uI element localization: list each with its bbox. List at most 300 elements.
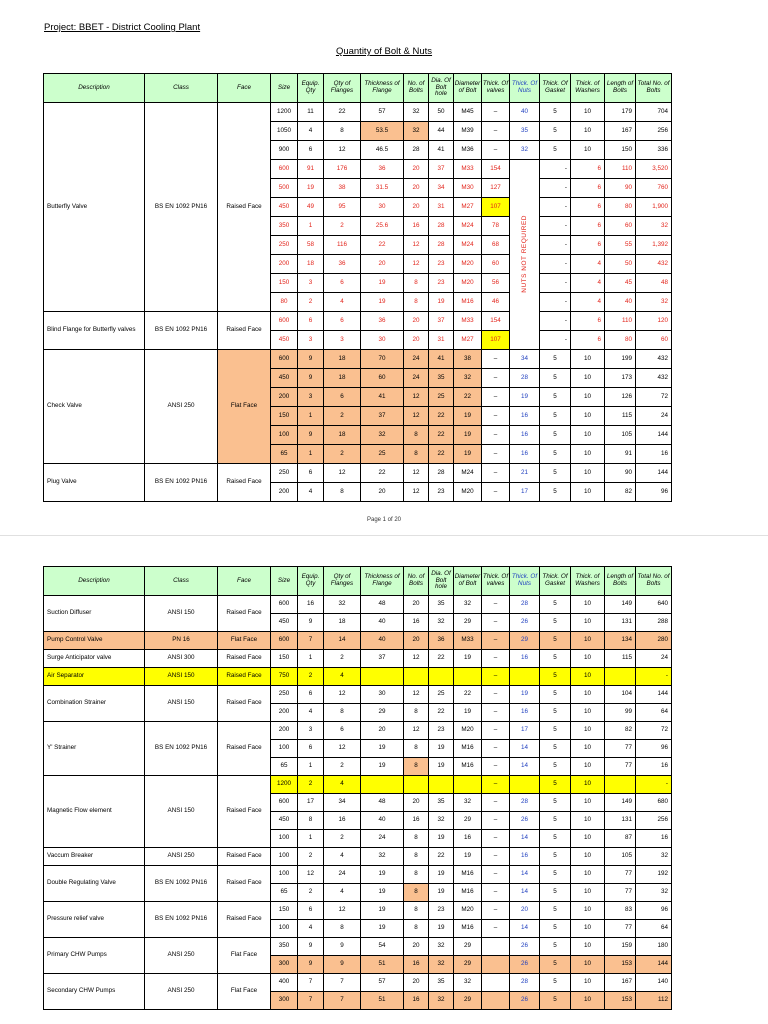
table-cell: 199 — [605, 350, 636, 369]
table-cell: 25 — [429, 388, 454, 407]
column-header: Thick. Of valves — [482, 567, 510, 596]
table-cell: 22 — [454, 388, 482, 407]
table-cell: 12 — [404, 407, 429, 426]
table-cell: 10 — [571, 884, 605, 902]
description-cell: Pump Control Valve — [44, 632, 145, 650]
table-cell: 32 — [429, 812, 454, 830]
column-header: Thick. Of valves — [482, 74, 510, 103]
column-header: No. of Bolts — [404, 74, 429, 103]
table-cell: 5 — [540, 369, 571, 388]
table-cell: 29 — [454, 938, 482, 956]
column-header: Description — [44, 74, 145, 103]
table-cell: 22 — [429, 426, 454, 445]
table-cell: 19 — [429, 920, 454, 938]
table-cell: 20 — [404, 938, 429, 956]
table-cell: 19 — [454, 426, 482, 445]
table-cell: 72 — [636, 722, 672, 740]
face-cell: Raised Face — [218, 103, 271, 312]
table-cell: 80 — [271, 293, 298, 312]
table-cell: 16 — [298, 596, 324, 614]
class-cell: ANSI 150 — [145, 668, 218, 686]
table-cell: – — [482, 103, 510, 122]
table-cell: 14 — [510, 920, 540, 938]
table-cell: 192 — [636, 866, 672, 884]
table-cell: 26 — [510, 992, 540, 1010]
table-cell: 25.6 — [361, 217, 404, 236]
table-cell: 96 — [636, 483, 672, 502]
table-cell: 20 — [510, 902, 540, 920]
table-cell: 28 — [404, 141, 429, 160]
table-cell: M20 — [454, 255, 482, 274]
table-cell: 250 — [271, 236, 298, 255]
table-cell: 288 — [636, 614, 672, 632]
table-cell: – — [482, 632, 510, 650]
table-cell: 10 — [571, 426, 605, 445]
table-cell: 450 — [271, 331, 298, 350]
table-cell: 35 — [429, 596, 454, 614]
class-cell: BS EN 1092 PN16 — [145, 464, 218, 502]
table-cell: 150 — [271, 407, 298, 426]
table-cell: 10 — [571, 407, 605, 426]
table-cell: 31.5 — [361, 179, 404, 198]
table-cell — [510, 668, 540, 686]
description-cell: Blind Flange for Butterfly valves — [44, 312, 145, 350]
face-cell: Raised Face — [218, 668, 271, 686]
column-header: Thick. of Washers — [571, 567, 605, 596]
bolt-table-page1 — [43, 73, 672, 502]
table-cell: 127 — [482, 179, 510, 198]
table-cell: 70 — [361, 350, 404, 369]
column-header: Face — [218, 567, 271, 596]
table-row — [44, 596, 672, 614]
table-cell: 9 — [324, 938, 361, 956]
table-cell: 19 — [510, 686, 540, 704]
table-cell: 29 — [454, 614, 482, 632]
table-cell: 6 — [324, 274, 361, 293]
table-cell: 10 — [571, 686, 605, 704]
table-cell: 51 — [361, 992, 404, 1010]
table-cell: 14 — [510, 740, 540, 758]
table-cell: 48 — [361, 794, 404, 812]
table-cell: 18 — [324, 350, 361, 369]
table-cell: M45 — [454, 103, 482, 122]
table-cell: – — [482, 464, 510, 483]
table-cell: 640 — [636, 596, 672, 614]
table-cell: 16 — [636, 445, 672, 464]
table-cell: 2 — [324, 650, 361, 668]
table-cell: 432 — [636, 369, 672, 388]
column-header: Length of Bolts — [605, 567, 636, 596]
face-cell: Raised Face — [218, 596, 271, 632]
table-cell: M27 — [454, 331, 482, 350]
table-cell: 82 — [605, 722, 636, 740]
table-cell: - — [540, 160, 571, 179]
column-header: Class — [145, 74, 218, 103]
table-header-row — [44, 567, 672, 596]
table-cell: – — [482, 776, 510, 794]
face-cell: Raised Face — [218, 464, 271, 502]
table-cell: 300 — [271, 992, 298, 1010]
table-cell: – — [482, 122, 510, 141]
table-cell: 16 — [404, 217, 429, 236]
table-cell: 77 — [605, 884, 636, 902]
table-cell: 432 — [636, 255, 672, 274]
table-cell: 19 — [429, 758, 454, 776]
table-cell: 1,392 — [636, 236, 672, 255]
table-cell: M16 — [454, 884, 482, 902]
table-cell: 22 — [429, 650, 454, 668]
table-cell — [482, 938, 510, 956]
table-cell: 120 — [636, 312, 672, 331]
table-cell: 1,900 — [636, 198, 672, 217]
table-cell: 58 — [298, 236, 324, 255]
table-cell: 32 — [454, 369, 482, 388]
class-cell: ANSI 300 — [145, 650, 218, 668]
nuts-not-required-label — [510, 160, 540, 350]
table-cell: 4 — [324, 668, 361, 686]
table-cell: 32 — [324, 596, 361, 614]
table-cell — [482, 956, 510, 974]
table-cell: 14 — [510, 758, 540, 776]
table-row — [44, 902, 672, 920]
table-cell: 19 — [429, 830, 454, 848]
table-cell: – — [482, 596, 510, 614]
table-cell: 51 — [361, 956, 404, 974]
table-row — [44, 312, 672, 331]
table-cell: 7 — [298, 974, 324, 992]
table-cell: 250 — [271, 686, 298, 704]
table-cell: 32 — [404, 103, 429, 122]
table-cell: 6 — [324, 388, 361, 407]
table-cell: 4 — [324, 848, 361, 866]
table-cell: 115 — [605, 407, 636, 426]
table-row — [44, 103, 672, 122]
table-cell: 200 — [271, 388, 298, 407]
table-cell: – — [482, 650, 510, 668]
class-cell: BS EN 1092 PN16 — [145, 866, 218, 902]
table-cell: 28 — [510, 974, 540, 992]
table-cell: 600 — [271, 160, 298, 179]
column-header: Thick. Of Nuts — [510, 567, 540, 596]
table-cell: 7 — [324, 992, 361, 1010]
table-cell: – — [482, 812, 510, 830]
table-cell: 23 — [429, 255, 454, 274]
table-cell: 6 — [324, 722, 361, 740]
table-cell: 8 — [404, 274, 429, 293]
table-cell: 2 — [298, 848, 324, 866]
table-cell: 450 — [271, 812, 298, 830]
table-cell: 16 — [510, 704, 540, 722]
table-cell: 180 — [636, 938, 672, 956]
table-cell: 176 — [324, 160, 361, 179]
table-header-row — [44, 74, 672, 103]
table-cell: 22 — [429, 848, 454, 866]
table-cell: 8 — [404, 902, 429, 920]
description-cell: Y' Strainer — [44, 722, 145, 776]
nuts-not-required-text: NUTS NOT REQUIRED — [520, 214, 528, 293]
class-cell: ANSI 150 — [145, 776, 218, 848]
table-cell: 10 — [571, 632, 605, 650]
table-cell: 49 — [298, 198, 324, 217]
table-cell: 91 — [298, 160, 324, 179]
table-cell: - — [636, 668, 672, 686]
table-cell: 48 — [361, 596, 404, 614]
table-cell: 280 — [636, 632, 672, 650]
table-cell: 105 — [605, 426, 636, 445]
column-header: Dia. Of Bolt hole — [429, 74, 454, 103]
table-cell: 57 — [361, 103, 404, 122]
table-cell: 23 — [429, 722, 454, 740]
table-cell: 5 — [540, 848, 571, 866]
table-cell — [454, 668, 482, 686]
table-cell: 107 — [482, 198, 510, 217]
table-cell: 19 — [361, 884, 404, 902]
table-cell: 53.5 — [361, 122, 404, 141]
table-cell: 16 — [404, 812, 429, 830]
table-cell: 50 — [605, 255, 636, 274]
face-cell: Raised Face — [218, 848, 271, 866]
table-cell: 28 — [429, 217, 454, 236]
table-cell: 100 — [271, 920, 298, 938]
table-cell: 25 — [361, 445, 404, 464]
table-cell: – — [482, 704, 510, 722]
description-cell: Check Valve — [44, 350, 145, 464]
table-cell: 6 — [298, 312, 324, 331]
table-cell: 8 — [404, 704, 429, 722]
table-cell: 90 — [605, 179, 636, 198]
table-cell: 1 — [298, 217, 324, 236]
table-cell: 80 — [605, 198, 636, 217]
table-cell: - — [636, 776, 672, 794]
table-cell: 300 — [271, 956, 298, 974]
table-cell: 26 — [510, 614, 540, 632]
column-header: Thick. Of Gasket — [540, 74, 571, 103]
table-cell: 34 — [429, 179, 454, 198]
table-cell: 256 — [636, 122, 672, 141]
table-cell: 82 — [605, 483, 636, 502]
table-cell: 100 — [271, 740, 298, 758]
table-cell: 10 — [571, 388, 605, 407]
table-cell: 131 — [605, 614, 636, 632]
face-cell: Raised Face — [218, 866, 271, 902]
page-number: Page 1 of 20 — [366, 517, 402, 523]
class-cell: ANSI 250 — [145, 938, 218, 974]
table-cell: 8 — [404, 293, 429, 312]
table-cell: 17 — [510, 483, 540, 502]
table-cell: 18 — [298, 255, 324, 274]
table-cell: 8 — [404, 758, 429, 776]
class-cell: ANSI 250 — [145, 848, 218, 866]
table-row — [44, 866, 672, 884]
face-cell: Raised Face — [218, 686, 271, 722]
table-cell: M16 — [454, 740, 482, 758]
table-cell: 19 — [429, 884, 454, 902]
table-cell: 12 — [324, 141, 361, 160]
table-cell: 17 — [298, 794, 324, 812]
face-cell: Raised Face — [218, 312, 271, 350]
table-cell: 26 — [510, 938, 540, 956]
table-cell: 150 — [271, 650, 298, 668]
table-cell: 107 — [482, 331, 510, 350]
table-cell: 10 — [571, 483, 605, 502]
table-cell: 200 — [271, 255, 298, 274]
table-cell: 8 — [324, 704, 361, 722]
table-cell: 9 — [298, 350, 324, 369]
column-header: No. of Bolts — [404, 567, 429, 596]
table-cell: 10 — [571, 103, 605, 122]
table-cell: 12 — [404, 686, 429, 704]
table-cell: 350 — [271, 217, 298, 236]
table-cell: 12 — [324, 740, 361, 758]
table-cell: 10 — [571, 704, 605, 722]
table-cell: 18 — [324, 426, 361, 445]
table-cell: – — [482, 920, 510, 938]
table-cell: 250 — [271, 464, 298, 483]
table-cell: - — [540, 217, 571, 236]
table-cell: 5 — [540, 938, 571, 956]
table-cell: 8 — [404, 866, 429, 884]
table-cell: 256 — [636, 812, 672, 830]
table-cell: 10 — [571, 464, 605, 483]
description-cell: Plug Valve — [44, 464, 145, 502]
table-cell: 600 — [271, 794, 298, 812]
table-cell: 6 — [571, 179, 605, 198]
table-cell: 2 — [324, 407, 361, 426]
table-cell: 36 — [361, 160, 404, 179]
table-cell: 100 — [271, 848, 298, 866]
description-cell: Pressure relief valve — [44, 902, 145, 938]
table-cell: 10 — [571, 668, 605, 686]
table-cell: 105 — [605, 848, 636, 866]
table-cell: 12 — [324, 686, 361, 704]
table-cell: 22 — [361, 236, 404, 255]
table-cell: 20 — [404, 632, 429, 650]
table-cell: 3 — [324, 331, 361, 350]
table-cell: 10 — [571, 956, 605, 974]
table-cell: 500 — [271, 179, 298, 198]
table-cell: M20 — [454, 902, 482, 920]
column-header: Equip. Qty — [298, 567, 324, 596]
table-cell — [482, 974, 510, 992]
table-cell: 5 — [540, 686, 571, 704]
table-cell: 41 — [429, 141, 454, 160]
table-cell: 1 — [298, 445, 324, 464]
table-row — [44, 632, 672, 650]
column-header: Total No. of Bolts — [636, 74, 672, 103]
table-cell: 5 — [540, 776, 571, 794]
table-cell: 10 — [571, 866, 605, 884]
table-cell: 450 — [271, 198, 298, 217]
bolt-table-page2 — [43, 566, 672, 1010]
table-cell: - — [540, 274, 571, 293]
table-cell — [482, 992, 510, 1010]
table-cell: 432 — [636, 350, 672, 369]
table-cell: 30 — [361, 198, 404, 217]
table-cell: 36 — [361, 312, 404, 331]
table-cell: 5 — [540, 350, 571, 369]
table-cell: - — [540, 255, 571, 274]
table-cell: 29 — [454, 812, 482, 830]
table-cell: 12 — [324, 464, 361, 483]
table-cell: 32 — [429, 992, 454, 1010]
table-cell: 10 — [571, 974, 605, 992]
table-cell: 31 — [429, 198, 454, 217]
table-cell: 900 — [271, 141, 298, 160]
table-cell: 37 — [429, 312, 454, 331]
table-cell: 56 — [482, 274, 510, 293]
table-cell: 18 — [324, 369, 361, 388]
table-cell: 5 — [540, 407, 571, 426]
table-cell: – — [482, 445, 510, 464]
table-cell: 46 — [482, 293, 510, 312]
table-cell: M27 — [454, 198, 482, 217]
table-row — [44, 974, 672, 992]
table-cell: 3 — [298, 722, 324, 740]
description-cell: Magnetic Flow element — [44, 776, 145, 848]
table-cell: 21 — [510, 464, 540, 483]
table-cell: 14 — [510, 866, 540, 884]
table-row — [44, 722, 672, 740]
table-cell: 116 — [324, 236, 361, 255]
table-cell: 32 — [361, 848, 404, 866]
class-cell: ANSI 250 — [145, 974, 218, 1010]
table-cell: 19 — [510, 388, 540, 407]
table-cell: 9 — [298, 369, 324, 388]
column-header: Face — [218, 74, 271, 103]
table-cell: 8 — [404, 445, 429, 464]
table-cell: 64 — [636, 704, 672, 722]
table-cell: 4 — [324, 776, 361, 794]
table-cell: M30 — [454, 179, 482, 198]
table-cell: 5 — [540, 830, 571, 848]
table-cell: 38 — [454, 350, 482, 369]
class-cell: BS EN 1092 PN16 — [145, 103, 218, 312]
table-cell: 16 — [510, 445, 540, 464]
table-cell: 5 — [540, 902, 571, 920]
table-cell: 153 — [605, 956, 636, 974]
table-cell: 37 — [429, 160, 454, 179]
table-cell: 35 — [429, 974, 454, 992]
column-header: Dia. Of Bolt hole — [429, 567, 454, 596]
table-cell: - — [540, 331, 571, 350]
table-cell: 41 — [429, 350, 454, 369]
table-cell: 336 — [636, 141, 672, 160]
table-cell: 20 — [361, 483, 404, 502]
table-cell: 32 — [454, 974, 482, 992]
table-cell: 77 — [605, 740, 636, 758]
description-cell: Air Separator — [44, 668, 145, 686]
table-cell: 19 — [454, 848, 482, 866]
table-cell: 14 — [510, 884, 540, 902]
table-cell: 10 — [571, 812, 605, 830]
column-header: Qty of Flanges — [324, 74, 361, 103]
table-cell: 18 — [324, 614, 361, 632]
table-cell: 91 — [605, 445, 636, 464]
table-cell: 60 — [636, 331, 672, 350]
table-cell: 149 — [605, 596, 636, 614]
table-cell: M33 — [454, 312, 482, 331]
table-cell: 32 — [429, 614, 454, 632]
table-cell: M33 — [454, 160, 482, 179]
table-row — [44, 686, 672, 704]
table-cell: 149 — [605, 794, 636, 812]
column-header: Thick. Of Gasket — [540, 567, 571, 596]
table-cell: 17 — [510, 722, 540, 740]
table-cell: - — [540, 179, 571, 198]
description-cell: Butterfly Valve — [44, 103, 145, 312]
table-cell: 23 — [429, 902, 454, 920]
table-cell: 100 — [271, 426, 298, 445]
